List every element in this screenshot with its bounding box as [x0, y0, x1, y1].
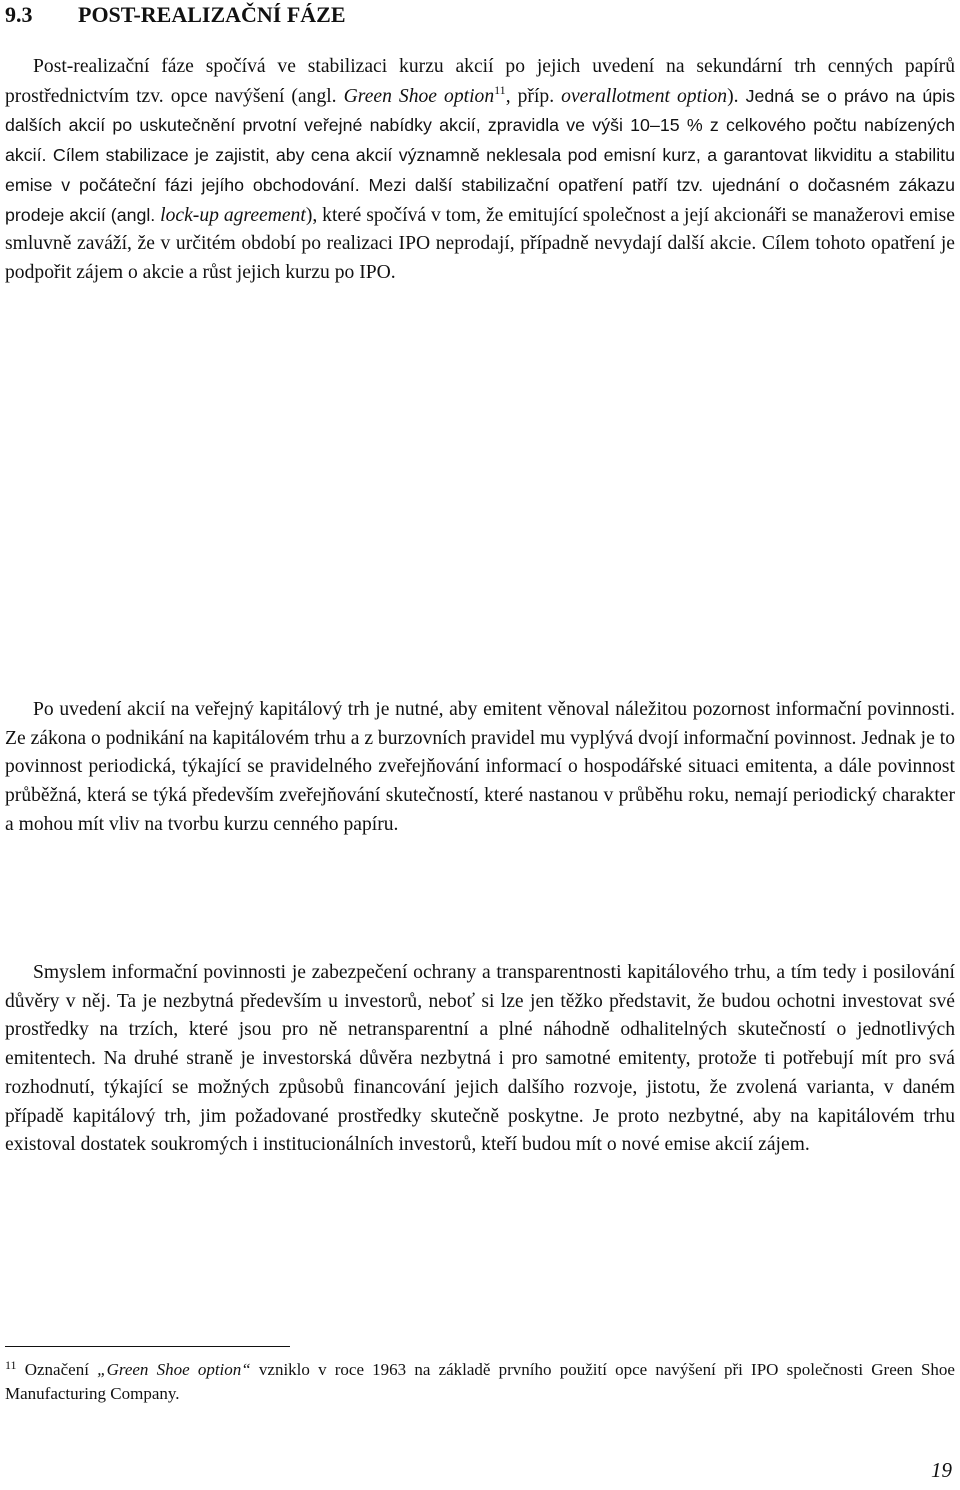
p1-text-5: ), které spočívá v tom, že emitující společnost a její akcionáři se manažerovi emise smluvně zaváží, že v určitém období po realizaci IPO neprodají, případně nevydají další akcie. Cílem tohoto opatření je podpořit zájem o akcie a růst jejich kurzu po IPO. — [5, 204, 955, 283]
section-heading — [5, 1, 945, 29]
footnote-text-2: vzniklo v roce 1963 na základě prvního použití opce navýšení při IPO společnosti Green Shoe Manufacturing Company. — [5, 1360, 955, 1403]
p1-term-overallotment: overallotment option — [561, 85, 728, 107]
page-number: 19 — [931, 1458, 952, 1482]
footnote-term: „Green Shoe option“ — [97, 1360, 251, 1379]
footnote-divider — [5, 1346, 290, 1347]
p1-term-lockup: lock-up agreement — [160, 204, 306, 226]
footnote — [5, 1358, 955, 1406]
p1-text-3: ). — [727, 85, 739, 107]
p1-text-1: Post-realizační fáze spočívá ve stabilizaci kurzu akcií po jejich uvedení na sekundární trh cenných papírů prostřednictvím tzv. opce navýšení (angl. — [5, 56, 955, 107]
paragraph-disclosure-duty: Po uvedení akcií na veřejný kapitálový trh je nutné, aby emitent věnoval náležitou pozornost informační povinnosti. Ze zákona o podnikání na kapitálovém trhu a z burzovních pravidel mu vyplývá dvojí informační povinnost. Jednak je to povinnost periodická, týkající se pravidelného zveřejňování informací o hospodářské situaci emitenta, a dále povinnost průběžná, která se týká především zveřejňování skutečností, které nastanou v průběhu roku, nemají periodický charakter a mohou mít vliv na tvorbu kurzu cenného papíru. — [5, 699, 955, 835]
footnote-reference[interactable]: 11 — [494, 82, 506, 97]
section-number: 9.3 — [5, 2, 33, 27]
p1-text-2: , příp. — [505, 85, 555, 107]
footnote-mark: 11 — [5, 1358, 17, 1372]
footnote-text-1: Označení — [16, 1360, 98, 1379]
paragraph-stabilization — [5, 53, 955, 288]
paragraph-transparency: Smyslem informační povinnosti je zabezpečení ochrany a transparentnosti kapitálového trhu, a tím tedy i posilování důvěry v něj. Ta je nezbytná především u investorů, neboť si lze jen těžko představit, že budou ochotni investovat své prostředky na trzích, které jsou pro ně netransparentní a plné náhodně odhalitelných skutečností o jednotlivých emitentech. Na druhé straně je investorská důvěra nezbytná i pro samotné emitenty, protože ti potřebují mít pro svá rozhodnutí, týkající se možných způsobů financování jejich dalšího rozvoje, jistotu, že zvolená varianta, v daném případě kapitálový trh, jim požadované prostředky skutečně poskytne. Je proto nezbytné, aby na kapitálovém trhu existoval dostatek soukromých i institucionálních investorů, kteří budou mít o nové emise akcií zájem. — [5, 962, 955, 1156]
p1-text-4: Jedná se o právo na úpis dalších akcií po uskutečnění prvotní veřejné nabídky akcií, zpravidla ve výši 10–15 % z celkového počtu nabízených akcií. Cílem stabilizace je zajistit, aby cena akcií významně neklesala pod emisní kurz, a garantovat likviditu a stabilitu emise v počáteční fázi jejího obchodování. Mezi další stabilizační opatření patří tzv. ujednání o dočasném zákazu prodeje akcií (angl. — [5, 85, 955, 225]
section-title: POST-REALIZAČNÍ FÁZE — [78, 2, 346, 27]
p1-term-green-shoe: Green Shoe option — [343, 85, 495, 107]
